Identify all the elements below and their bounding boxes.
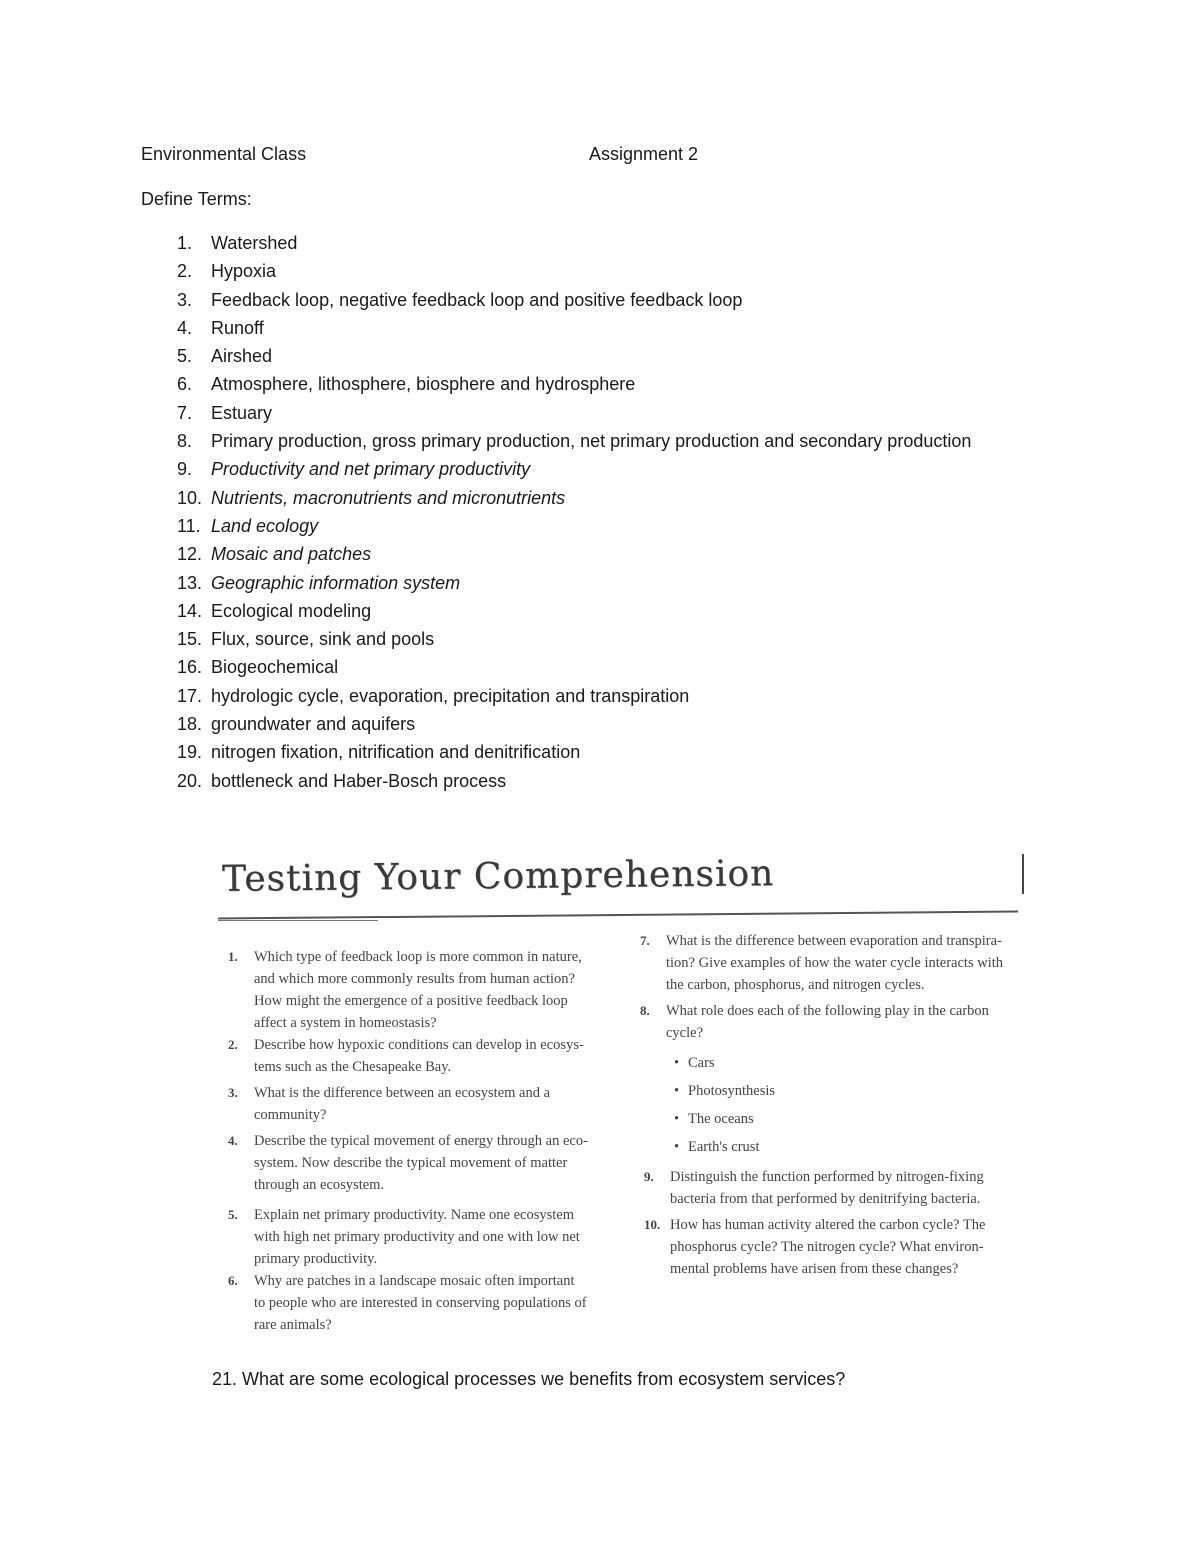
question-2: 2. Describe how hypoxic conditions can develop in ecosys- tems such as the Chesapeake Bay. [228,1037,584,1075]
title-underline [218,911,1018,919]
comprehension-title: Testing Your Comprehension [221,853,775,900]
q8-bullet: • Earth's crust [688,1139,759,1156]
term-item: 15. Flux, source, sink and pools [177,629,435,650]
term-item: 20. bottleneck and Haber-Bosch process [177,770,507,791]
term-item: 7. Estuary [177,402,273,423]
term-item: 11. Land ecology [177,515,319,536]
term-item: 19. nitrogen fixation, nitrification and denitrification [177,742,581,763]
term-item: 18. groundwater and aquifers [177,714,416,735]
term-item: 3. Feedback loop, negative feedback loop and positive feedback loop [177,289,743,310]
term-item: 17. hydrologic cycle, evaporation, precipitation and transpiration [177,685,690,706]
term-item: 12. Mosaic and patches [177,544,372,565]
assignment-title: Assignment 2 [589,144,699,164]
term-item: 10. Nutrients, macronutrients and micronutrients [177,487,566,508]
scanned-comprehension-section [218,850,1028,1350]
q8-bullet: • The oceans [688,1111,754,1128]
question-5: 5. Explain net primary productivity. Name one ecosystem with high net primary productivity and one with low net primary productivity. [228,1207,580,1267]
q8-bullet: • Photosynthesis [688,1083,775,1100]
question-9: 9. Distinguish the function performed by nitrogen-fixing bacteria from that performed by denitrifying bacteria. [644,1169,984,1207]
question-1: 1. Which type of feedback loop is more common in nature, and which more commonly results from human action? How might the emergence of a positive feedback loop affect a system in homeostasis? [228,949,582,1031]
class-name: Environmental Class [141,144,307,164]
question-7: 7. What is the difference between evaporation and transpira- tion? Give examples of how the water cycle interacts with the carbon, phosphorus, and nitrogen cycles. [640,933,1004,993]
term-item: 16. Biogeochemical [177,657,339,678]
term-item: 5. Airshed [177,346,273,367]
q8-bullet: • Cars [688,1055,715,1072]
term-item: 8. Primary production, gross primary production, net primary production and secondary production [177,431,972,452]
question-21: 21. What are some ecological processes we benefits from ecosystem services? [212,1369,846,1389]
term-item: 13. Geographic information system [177,572,461,593]
term-item: 14. Ecological modeling [177,600,372,621]
question-4: 4. Describe the typical movement of energy through an eco- system. Now describe the typical movement of matter through an ecosystem. [228,1133,588,1193]
scan-edge-mark [1022,854,1024,894]
terms-list [141,231,972,797]
term-item: 9. Productivity and net primary productivity [177,459,531,480]
question-8: 8. What role does each of the following play in the carbon cycle? [640,1003,989,1041]
question-10: 10. How has human activity altered the carbon cycle? The phosphorus cycle? The nitrogen cycle? What environ- mental problems have arisen from these changes? [644,1217,986,1277]
question-6: 6. Why are patches in a landscape mosaic often important to people who are interested in conserving populations of rare animals? [228,1273,587,1333]
term-item: 1. Watershed [177,233,298,253]
term-item: 2. Hypoxia [177,261,277,282]
define-terms-heading: Define Terms: [141,189,252,209]
title-underline-secondary [218,920,378,921]
term-item: 6. Atmosphere, lithosphere, biosphere and hydrosphere [177,374,636,395]
term-item: 4. Runoff [177,317,264,338]
question-3: 3. What is the difference between an ecosystem and a community? [228,1085,551,1123]
